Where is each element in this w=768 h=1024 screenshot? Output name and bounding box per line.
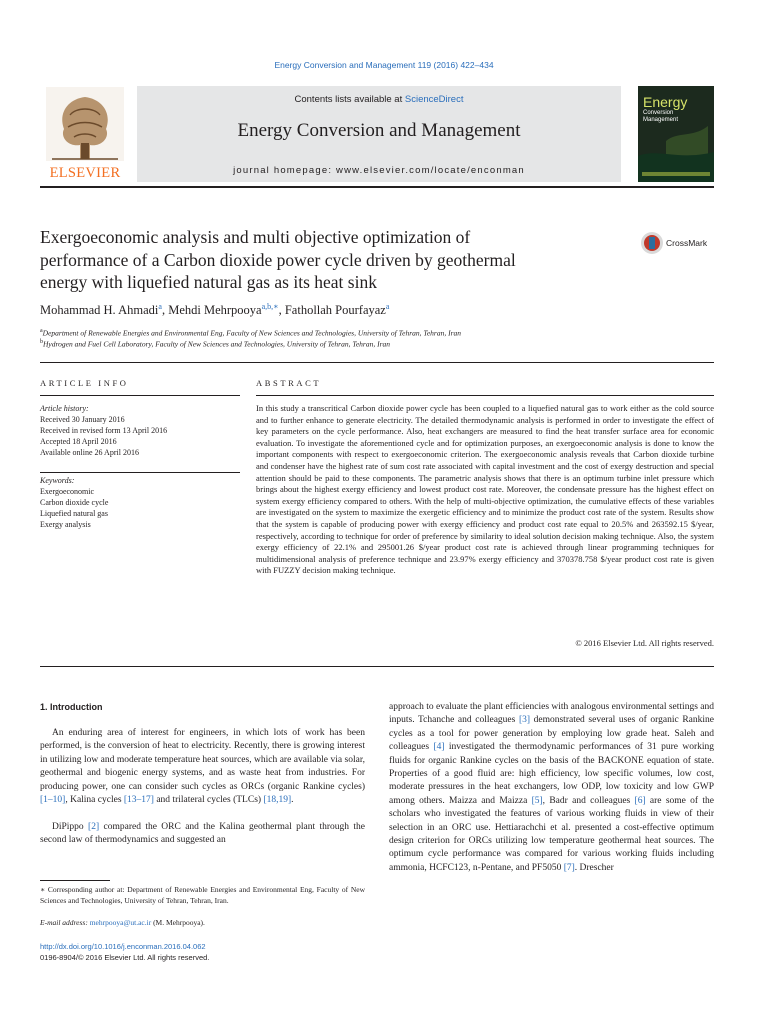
affiliation-b bbox=[40, 339, 390, 349]
article-info-rule bbox=[40, 395, 240, 396]
keywords bbox=[40, 475, 240, 530]
introduction-heading: 1. Introduction bbox=[40, 702, 103, 712]
footnote-rule bbox=[40, 880, 110, 881]
journal-title: Energy Conversion and Management bbox=[237, 120, 521, 141]
paragraph-text: DiPippo bbox=[52, 822, 89, 832]
keyword-item: Exergy analysis bbox=[40, 520, 91, 529]
keywords-label: Keywords: bbox=[40, 476, 75, 485]
paragraph-text: , Kalina cycles bbox=[65, 795, 124, 806]
email-note bbox=[40, 918, 365, 927]
paragraph-text: investigated the thermodynamic performances of 31 pure working fluids for organic Rankine cycles on the basis of the BACKONE equation of state. Properties of a good fluid are: high efficiency, low specific volumes, low cost, moderate pressures in the heat exchangers, low ODP, low toxicity and low GWP among others. Maizza and Maizza bbox=[389, 742, 714, 806]
author-separator: , bbox=[278, 303, 285, 318]
author-mehrpooya-affiliation[interactable]: a,b,∗ bbox=[261, 302, 279, 311]
corresponding-author-note bbox=[40, 884, 365, 906]
citation-link[interactable]: [3] bbox=[518, 715, 531, 726]
author-mehrpooya[interactable]: Mehdi Mehrpooya bbox=[168, 303, 262, 318]
issn-line: 0196-8904/© 2016 Elsevier Ltd. All rights reserved. bbox=[40, 953, 210, 962]
abstract-text: In this study a transcritical Carbon dioxide power cycle has been coupled to a liquefied natural gas to work either as the cold source and to further enhance to generate electricity. The detailed thermodynamic analysis is performed in order to investigate the effect of key parameters on the cycle performance. Also, heat exchangers are measured to find the heat transfer surface area for economic evaluation. To investigate the aforementioned cycle and for optimization purposes, an exergoeconomic analysis is done to know the important components with respect to exergoeconomic criterion. The exergoeconomic analysis reveals that Carbon dioxide turbine and condenser have the highest rate of sum cost rate associated with capital investment and the cost of exergy destruction and special attention should be paid to these components. The parametric analysis shows that there is an optimum turbine inlet pressure which brings about the highest exergy efficiency and lowest product cost rate. Moreover, the condensate pressure has the highest effect on system exergy efficiency compared to others. With the help of multi-objective optimization, the cumulative effects of these variables are investigated on the system to maximize the exergetic efficiency and to minimize the product cost rate of the system. Results show that the system is capable of producing power with exergy efficiency and product cost rate equal to 20.5% and 263592.15 $/year, respectively, according to technique for order of preference by similarity to ideal solution decision making technique. Also, the system exergy efficiency of 22.1% and 295001.26 $/year product cost rate is achieved through linear programming techniques for multidimensional analysis of preference technique and 23.97% exergy efficiency and 370378.758 $/year product cost rate is given with FUZZY decision making technique. bbox=[256, 403, 714, 576]
contents-line bbox=[137, 94, 621, 105]
author-pourfayaz-affiliation[interactable]: a bbox=[385, 302, 390, 311]
history-received: Received 30 January 2016 bbox=[40, 415, 125, 424]
abstract-heading: ABSTRACT bbox=[256, 378, 322, 388]
paragraph-text: are some of the scholars who investigated the features of various working fluids in view of their selection in an ORC use. Hettiarachchi et al. presented a cost-effective optimum design criterion for ORCs utilizing low temperature geothermal heat sources. The optimum cycle performance was compared for various working fluids including ammonia, HCFC123, n-Pentane, and PF5050 bbox=[389, 795, 715, 873]
paragraph-text: approach to evaluate the plant efficiencies with analogous environmental settings and inputs. Tchanche and colleagues bbox=[389, 702, 714, 726]
article-title bbox=[40, 226, 620, 294]
history-accepted: Accepted 18 April 2016 bbox=[40, 437, 117, 446]
doi-link[interactable]: http://dx.doi.org/10.1016/j.enconman.2016.04.062 bbox=[40, 942, 206, 951]
footnote-text: Corresponding author at: Department of Renewable Energies and Environmental Eng, Faculty of New Sciences and Technologies, University of Tehran, Tehran, Iran. bbox=[40, 885, 365, 905]
citation-link[interactable]: [18,19] bbox=[263, 795, 292, 806]
paragraph-text: and trilateral cycles (TLCs) bbox=[153, 795, 264, 806]
author-ahmadi-affiliation[interactable]: a bbox=[158, 302, 162, 311]
cover-subtitle-line1: Conversion bbox=[643, 110, 674, 116]
cover-title: Energy bbox=[643, 94, 688, 110]
citation-link[interactable]: [4] bbox=[433, 742, 445, 753]
keyword-item: Exergoeconomic bbox=[40, 487, 95, 496]
citation-link[interactable]: [2] bbox=[88, 822, 100, 832]
contents-prefix: Contents lists available at bbox=[294, 94, 405, 105]
intro-right-column bbox=[389, 701, 714, 875]
author-list bbox=[40, 302, 389, 318]
author-ahmadi[interactable]: Mohammad H. Ahmadi bbox=[40, 303, 159, 318]
history-online: Available online 26 April 2016 bbox=[40, 448, 139, 457]
keyword-item: Carbon dioxide cycle bbox=[40, 498, 109, 507]
affiliation-b-text: Hydrogen and Fuel Cell Laboratory, Faculty of New Sciences and Technologies, University of Tehran, Tehran, Iran bbox=[43, 339, 390, 349]
cover-subtitle-line2: Management bbox=[643, 116, 679, 123]
author-separator: , bbox=[161, 303, 169, 318]
history-label: Article history: bbox=[40, 404, 89, 413]
crossmark-label[interactable]: CrossMark bbox=[666, 238, 708, 248]
elsevier-wordmark: ELSEVIER bbox=[49, 165, 121, 181]
author-pourfayaz[interactable]: Fathollah Pourfayaz bbox=[284, 303, 386, 318]
citation-link[interactable]: [7] bbox=[563, 862, 575, 873]
paragraph-text: . bbox=[291, 795, 294, 806]
title-line-2: performance of a Carbon dioxide power cycle driven by geothermal bbox=[40, 249, 516, 270]
title-line-3: energy with liquefied natural gas as its heat sink bbox=[40, 272, 377, 292]
paragraph-text: An enduring area of interest for engineers, in which lots of work has been performed, is the conversion of heat to electricity. Recently, there is growing interest in utilizing low and moderate temperature heat sources, which are available via solar, geothermal and biogenic energy systems, and as waste heat from industries. For producing power, one can consider such cycles as ORCs (organic Rankine cycles) bbox=[40, 728, 365, 792]
affiliation-a-text: Department of Renewable Energies and Environmental Eng, Faculty of New Sciences and Technologies, University of Tehran, Tehran, Iran bbox=[42, 328, 462, 338]
email-label: E-mail address: bbox=[40, 918, 90, 927]
section-rule bbox=[40, 362, 714, 363]
footnote-marker: ∗ bbox=[40, 885, 46, 894]
citation-link[interactable]: [5] bbox=[531, 795, 543, 806]
section-rule bbox=[40, 666, 714, 667]
journal-homepage[interactable]: journal homepage: www.elsevier.com/locate/enconman bbox=[233, 165, 525, 176]
email-suffix: (M. Mehrpooya). bbox=[151, 918, 205, 927]
paragraph-text: . Drescher bbox=[574, 862, 614, 873]
article-history bbox=[40, 403, 240, 458]
journal-reference[interactable]: Energy Conversion and Management 119 (2016) 422–434 bbox=[274, 60, 494, 70]
article-info-heading: ARTICLE INFO bbox=[40, 378, 129, 388]
keyword-item: Liquefied natural gas bbox=[40, 509, 108, 518]
intro-paragraph-2 bbox=[40, 821, 365, 848]
affiliation-a-marker: a bbox=[40, 328, 43, 334]
cover-subtitle bbox=[643, 110, 678, 123]
affiliation-b-marker: b bbox=[40, 339, 43, 345]
paragraph-text: demonstrated several uses of organic Rankine cycles as a tool for power generation by employing low grade heat. Saleh and colleagues bbox=[389, 715, 714, 753]
affiliation-a bbox=[40, 328, 461, 338]
citation-link[interactable]: [13–17] bbox=[123, 795, 154, 806]
journal-cover-image[interactable] bbox=[638, 86, 714, 182]
paragraph-text: compared the ORC and the Kalina geothermal plant through the second law of thermodynamics and suggested an bbox=[40, 822, 365, 846]
citation-link[interactable]: [1–10] bbox=[40, 795, 66, 806]
history-revised: Received in revised form 13 April 2016 bbox=[40, 426, 168, 435]
email-link[interactable]: mehrpooya@ut.ac.ir bbox=[89, 918, 152, 927]
intro-paragraph-1 bbox=[40, 727, 365, 807]
citation-link[interactable]: [6] bbox=[634, 795, 646, 806]
sciencedirect-link[interactable]: ScienceDirect bbox=[404, 94, 464, 105]
keywords-rule bbox=[40, 472, 240, 473]
abstract-rule bbox=[256, 395, 714, 396]
paragraph-text: , Badr and colleagues bbox=[542, 795, 635, 806]
header-rule bbox=[40, 186, 714, 188]
title-line-1: Exergoeconomic analysis and multi objective optimization of bbox=[40, 227, 471, 247]
abstract-copyright: © 2016 Elsevier Ltd. All rights reserved. bbox=[575, 638, 714, 648]
